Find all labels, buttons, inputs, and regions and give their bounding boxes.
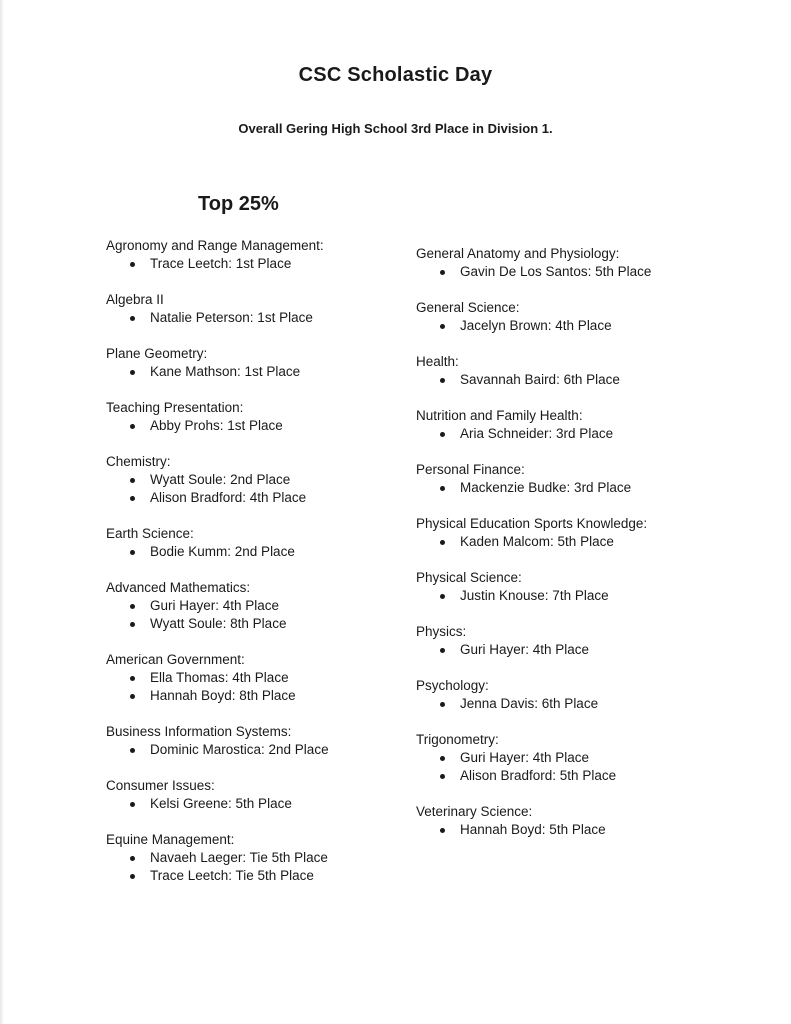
- result-text: Hannah Boyd: 8th Place: [150, 688, 296, 703]
- category-block: [416, 515, 746, 569]
- result-list-item: [106, 471, 436, 489]
- category-block: [416, 731, 746, 803]
- category-name: Veterinary Science:: [416, 804, 533, 819]
- bullet-icon: [440, 540, 445, 545]
- category-name: Health:: [416, 354, 459, 369]
- result-list-item: [416, 263, 746, 281]
- category-name: Business Information Systems:: [106, 724, 292, 739]
- result-list-item: [416, 767, 746, 785]
- category-block: [416, 245, 746, 299]
- page-title: CSC Scholastic Day: [298, 64, 493, 86]
- category-block: [416, 407, 746, 461]
- result-list-item: [416, 317, 746, 335]
- bullet-icon: [440, 828, 445, 833]
- bullet-icon: [130, 694, 135, 699]
- result-list-item: [106, 363, 436, 381]
- result-list-item: [106, 597, 436, 615]
- category-block: [416, 299, 746, 353]
- result-text: Trace Leetch: Tie 5th Place: [150, 868, 314, 883]
- category-block: [416, 623, 746, 677]
- bullet-icon: [440, 756, 445, 761]
- category-block: [416, 569, 746, 623]
- right-column: [416, 245, 746, 857]
- category-block: [416, 461, 746, 515]
- result-text: Kaden Malcom: 5th Place: [460, 534, 614, 549]
- page-subtitle: Overall Gering High School 3rd Place in Division 1.: [238, 121, 553, 136]
- result-list-item: [106, 615, 436, 633]
- result-text: Wyatt Soule: 8th Place: [150, 616, 287, 631]
- section-heading: Top 25%: [198, 193, 279, 215]
- result-text: Navaeh Laeger: Tie 5th Place: [150, 850, 328, 865]
- result-text: Hannah Boyd: 5th Place: [460, 822, 606, 837]
- result-text: Justin Knouse: 7th Place: [460, 588, 609, 603]
- category-name: General Anatomy and Physiology:: [416, 246, 620, 261]
- bullet-icon: [130, 802, 135, 807]
- result-text: Dominic Marostica: 2nd Place: [150, 742, 329, 757]
- bullet-icon: [130, 748, 135, 753]
- bullet-icon: [130, 478, 135, 483]
- category-name: Equine Management:: [106, 832, 235, 847]
- result-list-item: [106, 669, 436, 687]
- result-list-item: [416, 425, 746, 443]
- result-text: Trace Leetch: 1st Place: [150, 256, 292, 271]
- result-list-item: [416, 587, 746, 605]
- result-text: Guri Hayer: 4th Place: [460, 750, 590, 765]
- category-name: Teaching Presentation:: [106, 400, 244, 415]
- category-name: Psychology:: [416, 678, 489, 693]
- category-block: [416, 803, 746, 857]
- bullet-icon: [130, 856, 135, 861]
- category-block: [106, 723, 436, 777]
- result-list-item: [106, 543, 436, 561]
- bullet-icon: [130, 676, 135, 681]
- category-block: [106, 237, 436, 291]
- result-text: Jacelyn Brown: 4th Place: [460, 318, 612, 333]
- result-list-item: [416, 533, 746, 551]
- category-block: [106, 777, 436, 831]
- bullet-icon: [440, 378, 445, 383]
- result-list-item: [106, 417, 436, 435]
- result-list-item: [106, 687, 436, 705]
- category-name: Consumer Issues:: [106, 778, 215, 793]
- category-block: [106, 399, 436, 453]
- bullet-icon: [440, 594, 445, 599]
- category-block: [416, 677, 746, 731]
- result-list-item: [416, 641, 746, 659]
- category-name: Nutrition and Family Health:: [416, 408, 583, 423]
- result-text: Alison Bradford: 5th Place: [460, 768, 617, 783]
- bullet-icon: [130, 316, 135, 321]
- category-name: Chemistry:: [106, 454, 171, 469]
- bullet-icon: [130, 604, 135, 609]
- category-name: Trigonometry:: [416, 732, 499, 747]
- category-block: [106, 291, 436, 345]
- result-list-item: [106, 741, 436, 759]
- category-block: [106, 651, 436, 723]
- bullet-icon: [440, 774, 445, 779]
- result-list-item: [416, 749, 746, 767]
- category-name: Physical Education Sports Knowledge:: [416, 516, 648, 531]
- bullet-icon: [440, 270, 445, 275]
- category-name: Plane Geometry:: [106, 346, 208, 361]
- result-list-item: [106, 489, 436, 507]
- category-block: [106, 345, 436, 399]
- bullet-icon: [440, 486, 445, 491]
- result-list-item: [416, 479, 746, 497]
- category-name: Advanced Mathematics:: [106, 580, 251, 595]
- result-text: Gavin De Los Santos: 5th Place: [460, 264, 652, 279]
- result-text: Bodie Kumm: 2nd Place: [150, 544, 295, 559]
- result-text: Guri Hayer: 4th Place: [460, 642, 590, 657]
- result-text: Mackenzie Budke: 3rd Place: [460, 480, 632, 495]
- bullet-icon: [130, 496, 135, 501]
- bullet-icon: [130, 424, 135, 429]
- result-list-item: [106, 849, 436, 867]
- category-block: [106, 525, 436, 579]
- result-text: Wyatt Soule: 2nd Place: [150, 472, 291, 487]
- result-text: Guri Hayer: 4th Place: [150, 598, 280, 613]
- bullet-icon: [440, 702, 445, 707]
- result-text: Natalie Peterson: 1st Place: [150, 310, 313, 325]
- bullet-icon: [130, 874, 135, 879]
- result-list-item: [106, 867, 436, 885]
- result-list-item: [416, 695, 746, 713]
- bullet-icon: [440, 324, 445, 329]
- result-list-item: [416, 371, 746, 389]
- result-list-item: [416, 821, 746, 839]
- category-block: [106, 579, 436, 651]
- category-name: American Government:: [106, 652, 245, 667]
- category-name: Physics:: [416, 624, 467, 639]
- bullet-icon: [130, 262, 135, 267]
- scan-edge: [0, 0, 4, 1024]
- left-column: [106, 237, 436, 903]
- category-block: [416, 353, 746, 407]
- result-text: Ella Thomas: 4th Place: [150, 670, 289, 685]
- result-text: Savannah Baird: 6th Place: [460, 372, 620, 387]
- bullet-icon: [440, 432, 445, 437]
- bullet-icon: [130, 622, 135, 627]
- category-block: [106, 453, 436, 525]
- bullet-icon: [130, 370, 135, 375]
- result-list-item: [106, 255, 436, 273]
- category-block: [106, 831, 436, 903]
- bullet-icon: [130, 550, 135, 555]
- category-name: Earth Science:: [106, 526, 194, 541]
- result-text: Kelsi Greene: 5th Place: [150, 796, 292, 811]
- result-text: Abby Prohs: 1st Place: [150, 418, 283, 433]
- category-name: Agronomy and Range Management:: [106, 238, 324, 253]
- bullet-icon: [440, 648, 445, 653]
- result-text: Aria Schneider: 3rd Place: [460, 426, 614, 441]
- result-text: Kane Mathson: 1st Place: [150, 364, 301, 379]
- result-list-item: [106, 795, 436, 813]
- result-list-item: [106, 309, 436, 327]
- result-text: Jenna Davis: 6th Place: [460, 696, 599, 711]
- result-text: Alison Bradford: 4th Place: [150, 490, 307, 505]
- category-name: Algebra II: [106, 292, 164, 307]
- category-name: Physical Science:: [416, 570, 522, 585]
- category-name: General Science:: [416, 300, 520, 315]
- category-name: Personal Finance:: [416, 462, 525, 477]
